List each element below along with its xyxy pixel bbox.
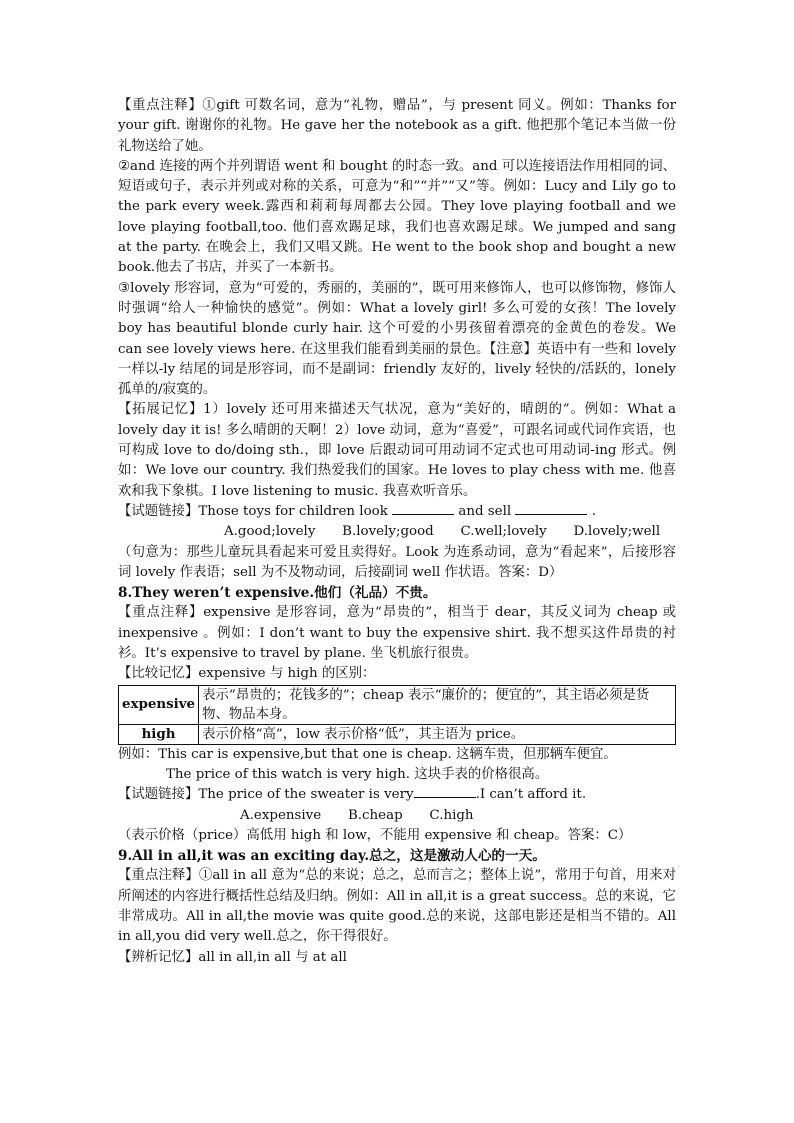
question-text-b: and sell (458, 503, 512, 519)
example-line: 例如：This car is expensive,but that one is cheap. 这辆车贵，但那辆车便宜。 (118, 746, 617, 762)
paragraph-extension-memory: 【拓展记忆】1）lovely 还可用来描述天气状况，意为“美好的，晴朗的”。例如：What a lovely day it is! 多么晴朗的天啊！2）love 动词，意为“喜爱”，可跟名词或代词作宾语，也可构成 love to do/doing sth.，即 love 后跟动词可用动词不定式也可用动词-ing 形式。例如：We love our country. 我们热爱我们的国家。He loves to play chess with me. 他喜欢和我下象棋。I love listening to music. 我喜欢听音乐。 (118, 402, 676, 499)
question-text-a: 【试题链接】The price of the sweater is very (118, 787, 414, 803)
exercise-options: A.good;lovely B.lovely;good C.well;lovely D.lovely;well (224, 524, 661, 540)
table-row (119, 724, 676, 744)
table-cell-word: high (119, 724, 199, 744)
answer-blank (392, 502, 454, 515)
question-text-b: .I can’t afford it. (475, 787, 587, 803)
example-line: The price of this watch is very high. 这块手表的价格很高。 (166, 766, 549, 782)
answer-blank (515, 502, 587, 515)
comparison-table (118, 685, 676, 745)
table-cell-desc: 表示“昂贵的；花钱多的”；cheap 表示“廉价的；便宜的”，其主语必须是货物、物品本身。 (199, 685, 676, 724)
paragraph-expensive-note: 【重点注释】expensive 是形容词，意为“昂贵的”，相当于 dear，其反义词为 cheap 或 inexpensive 。例如：I don’t want to buy the expensive shirt. 我不想买这件昂贵的衬衫。It’s expensive to travel by plane. 坐飞机旅行很贵。 (118, 605, 676, 662)
discrimination-heading: 【辨析记忆】all in all,in all 与 at all (118, 949, 347, 965)
section-title: 8.They weren’t expensive.他们（礼品）不贵。 (118, 585, 437, 602)
section-title: 9.All in all,it was an exciting day.总之，这是激动人心的一天。 (118, 848, 546, 865)
comparison-heading: 【比较记忆】expensive 与 high 的区别： (118, 666, 376, 682)
paragraph-gift-note: 【重点注释】①gift 可数名词，意为“礼物，赠品”，与 present 同义。例如：Thanks for your gift. 谢谢你的礼物。He gave her the notebook as a gift. 他把那个笔记本当做一份礼物送给了她。 (118, 98, 676, 154)
answer-blank (414, 785, 476, 798)
table-cell-word: expensive (119, 685, 199, 724)
exercise-question (118, 502, 676, 522)
document-page (118, 96, 676, 968)
paragraph-lovely-note: ③lovely 形容词，意为“可爱的，秀丽的，美丽的”，既可用来修饰人，也可以修饰物，修饰人时强调“给人一种愉快的感觉”。例如：What a lovely girl! 多么可爱的女孩！The lovely boy has beautiful blonde curly hair. 这个可爱的小男孩留着漂亮的金黄色的卷发。We can see lovely views here. 在这里我们能看到美丽的景色。【注意】英语中有一些和 lovely 一样以-ly 结尾的词是形容词，而不是副词：friendly 友好的，lively 轻快的/活跃的，lonely 孤单的/寂寞的。 (118, 280, 676, 398)
question-text-c: . (591, 503, 596, 519)
exercise-explanation: （句意为：那些儿童玩具看起来可爱且卖得好。Look 为连系动词，意为“看起来”，后接形容词 lovely 作表语；sell 为不及物动词，后接副词 well 作状语。答案：D） (118, 544, 676, 580)
exercise-question (118, 785, 676, 805)
table-row (119, 685, 676, 724)
exercise-options: A.expensive B.cheap C.high (240, 807, 474, 823)
paragraph-and-note: ②and 连接的两个并列谓语 went 和 bought 的时态一致。and 可以连接语法作用相同的词、短语或句子，表示并列或对称的关系，可意为“和”“并”“又”等。例如：Lucy and Lily go to the park every week.露西和莉莉每周都去公园。They love playing football and we love playing football,too. 他们喜欢踢足球，我们也喜欢踢足球。We jumped and sang at the party. 在晚会上，我们又唱又跳。He went to the book shop and bought a new book.他去了书店，并买了一本新书。 (118, 158, 676, 276)
exercise-explanation: （表示价格（price）高低用 high 和 low，不能用 expensive 和 cheap。答案：C） (118, 827, 632, 843)
question-text-a: 【试题链接】Those toys for children look (118, 503, 388, 519)
paragraph-all-in-all-note: 【重点注释】①all in all 意为“总的来说；总之，总而言之；整体上说”，常用于句首，用来对所阐述的内容进行概括性总结及归纳。例如：All in all,it is a great success。总的来说，它非常成功。All in all,the movie was quite good.总的来说，这部电影还是相当不错的。All in all,you did very well.总之，你干得很好。 (118, 868, 676, 945)
table-cell-desc: 表示价格“高”，low 表示价格“低”，其主语为 price。 (199, 724, 676, 744)
